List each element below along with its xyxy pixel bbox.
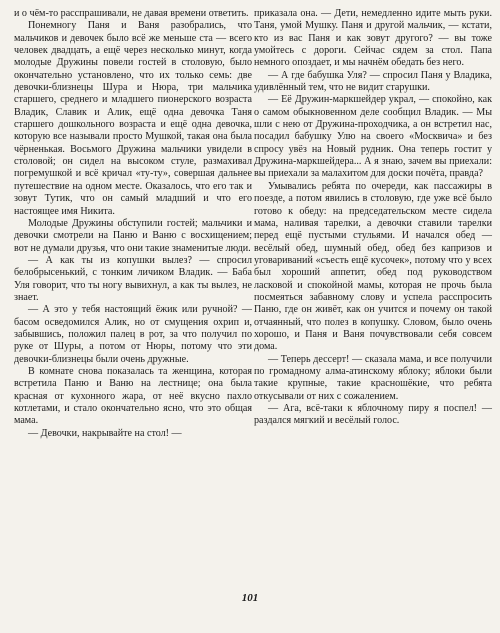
page-number: 101 (241, 592, 259, 604)
paragraph: — Теперь дессерт! — сказала мама, и все получили по громадному алма-атинскому яблоку; яблоки были такие крупные, такие красношёкие, что ребята откусывали от них с сожалением. (254, 353, 492, 402)
paragraph: — Ага, всё-таки к яблочному пиру я поспел! — раздался мягкий и весёлый голос. (254, 403, 492, 427)
paragraph: — Девочки, накрывайте на стол! — (28, 427, 182, 439)
paragraph: Умывались ребята по очереди, как пассажиры в поезде, а потом явились в столовую, где уже всё было готово к обеду: на председательском месте сидела мама, наливая тарелки, а девочки ставили тарелки перед ещё пустыми стульями. И начался обед — весёлый обед, шумный обед, обед без капризов и уговариваний «съесть ещё кусочек», потому что у всех был хороший аппетит, обед под руководством ласковой и спокойной мамы, которая не прочь была посмеяться забавному слову и успела расспросить Паню, где он живёт, как он учится и почему он такой отчаянный, что полез в копушку. Словом, было очень хорошо, и Паня и Ваня почувствовали себя совсем дома. (254, 180, 492, 353)
right-column (254, 8, 492, 428)
paragraph: приказала она. — Дети, немедленно идите мыть руки. Таня, умой Мушку. Паня и другой мальчик, — кстати, кто из вас Паня и как зовут другого? — вы тоже умойтесь с дороги. Сейчас сядем за стол. Папа немного опоздает, и мы начнём обедать без него. (254, 8, 492, 69)
paragraph: Молодые Дружины обступили гостей; мальчики и девочки смотрели на Паню и Ваню с восхищением; вот не думали друзья, что они такие знаменитые люди. (14, 217, 252, 254)
paragraph: В комнате снова показалась та женщина, которая встретила Паню и Ваню на лестнице; она была красная от кухонного жара, от неё вкусно пахло котлетами, и стало окончательно ясно, что это общая мама. (14, 365, 252, 427)
paragraph: и о чём-то расспрашивали, не давая времени ответить. (14, 8, 249, 19)
paragraph: — А как ты из копушки вылез? — спросил белобрысенький, с тонким личиком Владик. — Баба Уля говорит, что ты ногу вывихнул, а как ты вылез, не знает. (14, 254, 252, 303)
paragraph: — А это у тебя настоящий ёжик или ручной? — басом осведомился Алик, но от смущения охрип и, забывшись, положил палец в рот, за что получил по руке от Шуры, а потом от Нюры, потому что эти девочки-близнецы были очень дружные. (14, 304, 252, 365)
paragraph: — А где бабушка Уля? — спросил Паня у Владика, удивлённый тем, что не видит старушки. (254, 69, 492, 94)
left-column (14, 8, 252, 440)
paragraph: — Её Дружин-маркшейдер украл, — спокойно, как о самом обыкновенном деле сообщил Владик. — Мы шли с нею от Дружина-проходчика, а он встретил нас, посадил бабушку Улю на своего «Москвича» и без спросу увёз на Новый рудник. Она теперь гостит у Дружина-маркшейдера... А я знаю, зачем вы приехали: вы приехали за малахитом для доски почёта, правда? (254, 94, 492, 180)
paragraph: Понемногу Паня и Ваня разобрались, что мальчиков и девочек было всё же меньше ста — всего человек двадцать, а ещё через несколько минут, когда молодые Дружины повели гостей в столовую, было окончательно установлено, что их только семь: две девочки-близнецы Шура и Нюра, три мальчика старшего, среднего и младшего пионерского возраста Владик, Славик и Алик, ещё одна девочка Таня старшего дошкольного возраста и ещё одна девочка, которую все называли просто Мушкой, такая она была чёрненькая. Восьмого Дружина мальчики увидели в столовой; он сидел на высоком стуле, размахивал погремушкой и всё кричал «ту-ту», совершая дальнее путешествие на одном месте. Оказалось, что его так и зовут Тутик, что он самый младший и что его настоящее имя Никита. (14, 20, 252, 217)
